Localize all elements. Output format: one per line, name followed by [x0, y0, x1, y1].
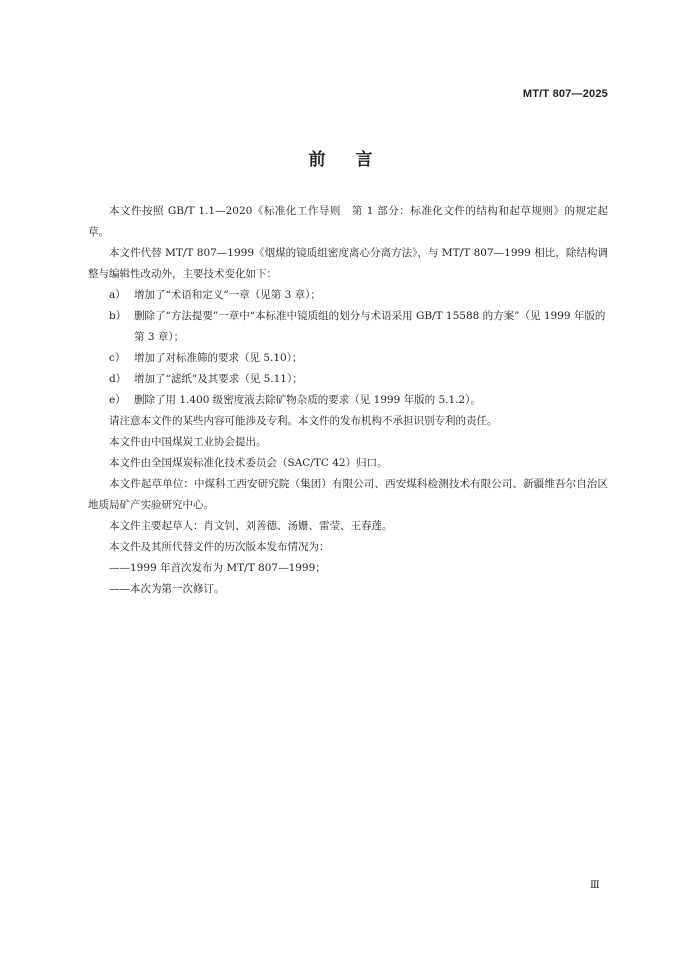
paragraph-drafting-units: 本文件起草单位：中煤科工西安研究院（集团）有限公司、西安煤科检测技术有限公司、新疆维吾尔自治区地质局矿产实验研究中心。 [88, 478, 608, 511]
change-item-text: 增加了“滤纸”及其要求（见 5.11）； [134, 373, 303, 385]
change-item-text: 增加了“术语和定义”一章（见第 3 章）； [134, 289, 321, 301]
standard-number: MT/T 807—2025 [522, 88, 608, 100]
paragraph-replacement: 本文件代替 MT/T 807—1999《烟煤的镜质组密度离心分离方法》，与 MT/T 807—1999 相比，除结构调整与编辑性改动外，主要技术变化如下： [88, 247, 608, 280]
paragraph-proposer: 本文件由中国煤炭工业协会提出。 [109, 436, 267, 448]
change-item-text: 删除了用 1.400 级密度液去除矿物杂质的要求（见 1999 年版的 5.1.2）。 [134, 394, 481, 406]
history-item-current: ——本次为第一次修订。 [109, 583, 225, 595]
change-item [88, 348, 608, 369]
change-item [88, 390, 608, 411]
paragraph-drafting-rules: 本文件按照 GB/T 1.1—2020《标准化工作导则 第 1 部分：标准化文件的结构和起草规则》的规定起草。 [88, 205, 608, 238]
change-item [88, 306, 608, 348]
paragraph-drafters: 本文件主要起草人：肖文钊、刘善德、汤姗、雷莹、王春莲。 [109, 520, 393, 532]
paragraph-history: 本文件及其所代替文件的历次版本发布情况为： [109, 541, 330, 553]
change-item [88, 369, 608, 390]
page-title [0, 145, 681, 170]
title-char-2: 言 [355, 150, 373, 170]
change-item-label: c） [109, 352, 126, 364]
change-item-text: 增加了对标准筛的要求（见 5.10）； [134, 352, 303, 364]
paragraph-committee: 本文件由全国煤炭标准化技术委员会（SAC/TC 42）归口。 [109, 457, 388, 469]
paragraph-patent-notice: 请注意本文件的某些内容可能涉及专利。本文件的发布机构不承担识别专利的责任。 [109, 415, 498, 427]
history-item-1999: ——1999 年首次发布为 MT/T 807—1999； [109, 562, 326, 574]
change-item-text: 删除了“方法提要”一章中“本标准中镜质组的划分与术语采用 GB/T 15588 的方案”（见 1999 年版的第 3 章）； [134, 310, 606, 343]
change-item-label: b） [109, 310, 127, 322]
change-item [88, 285, 608, 306]
page-number: Ⅲ [590, 880, 600, 891]
title-char-1: 前 [308, 150, 326, 170]
document-body [88, 201, 608, 600]
change-item-label: a） [109, 289, 126, 301]
change-item-label: e） [109, 394, 126, 406]
change-item-label: d） [109, 373, 127, 385]
